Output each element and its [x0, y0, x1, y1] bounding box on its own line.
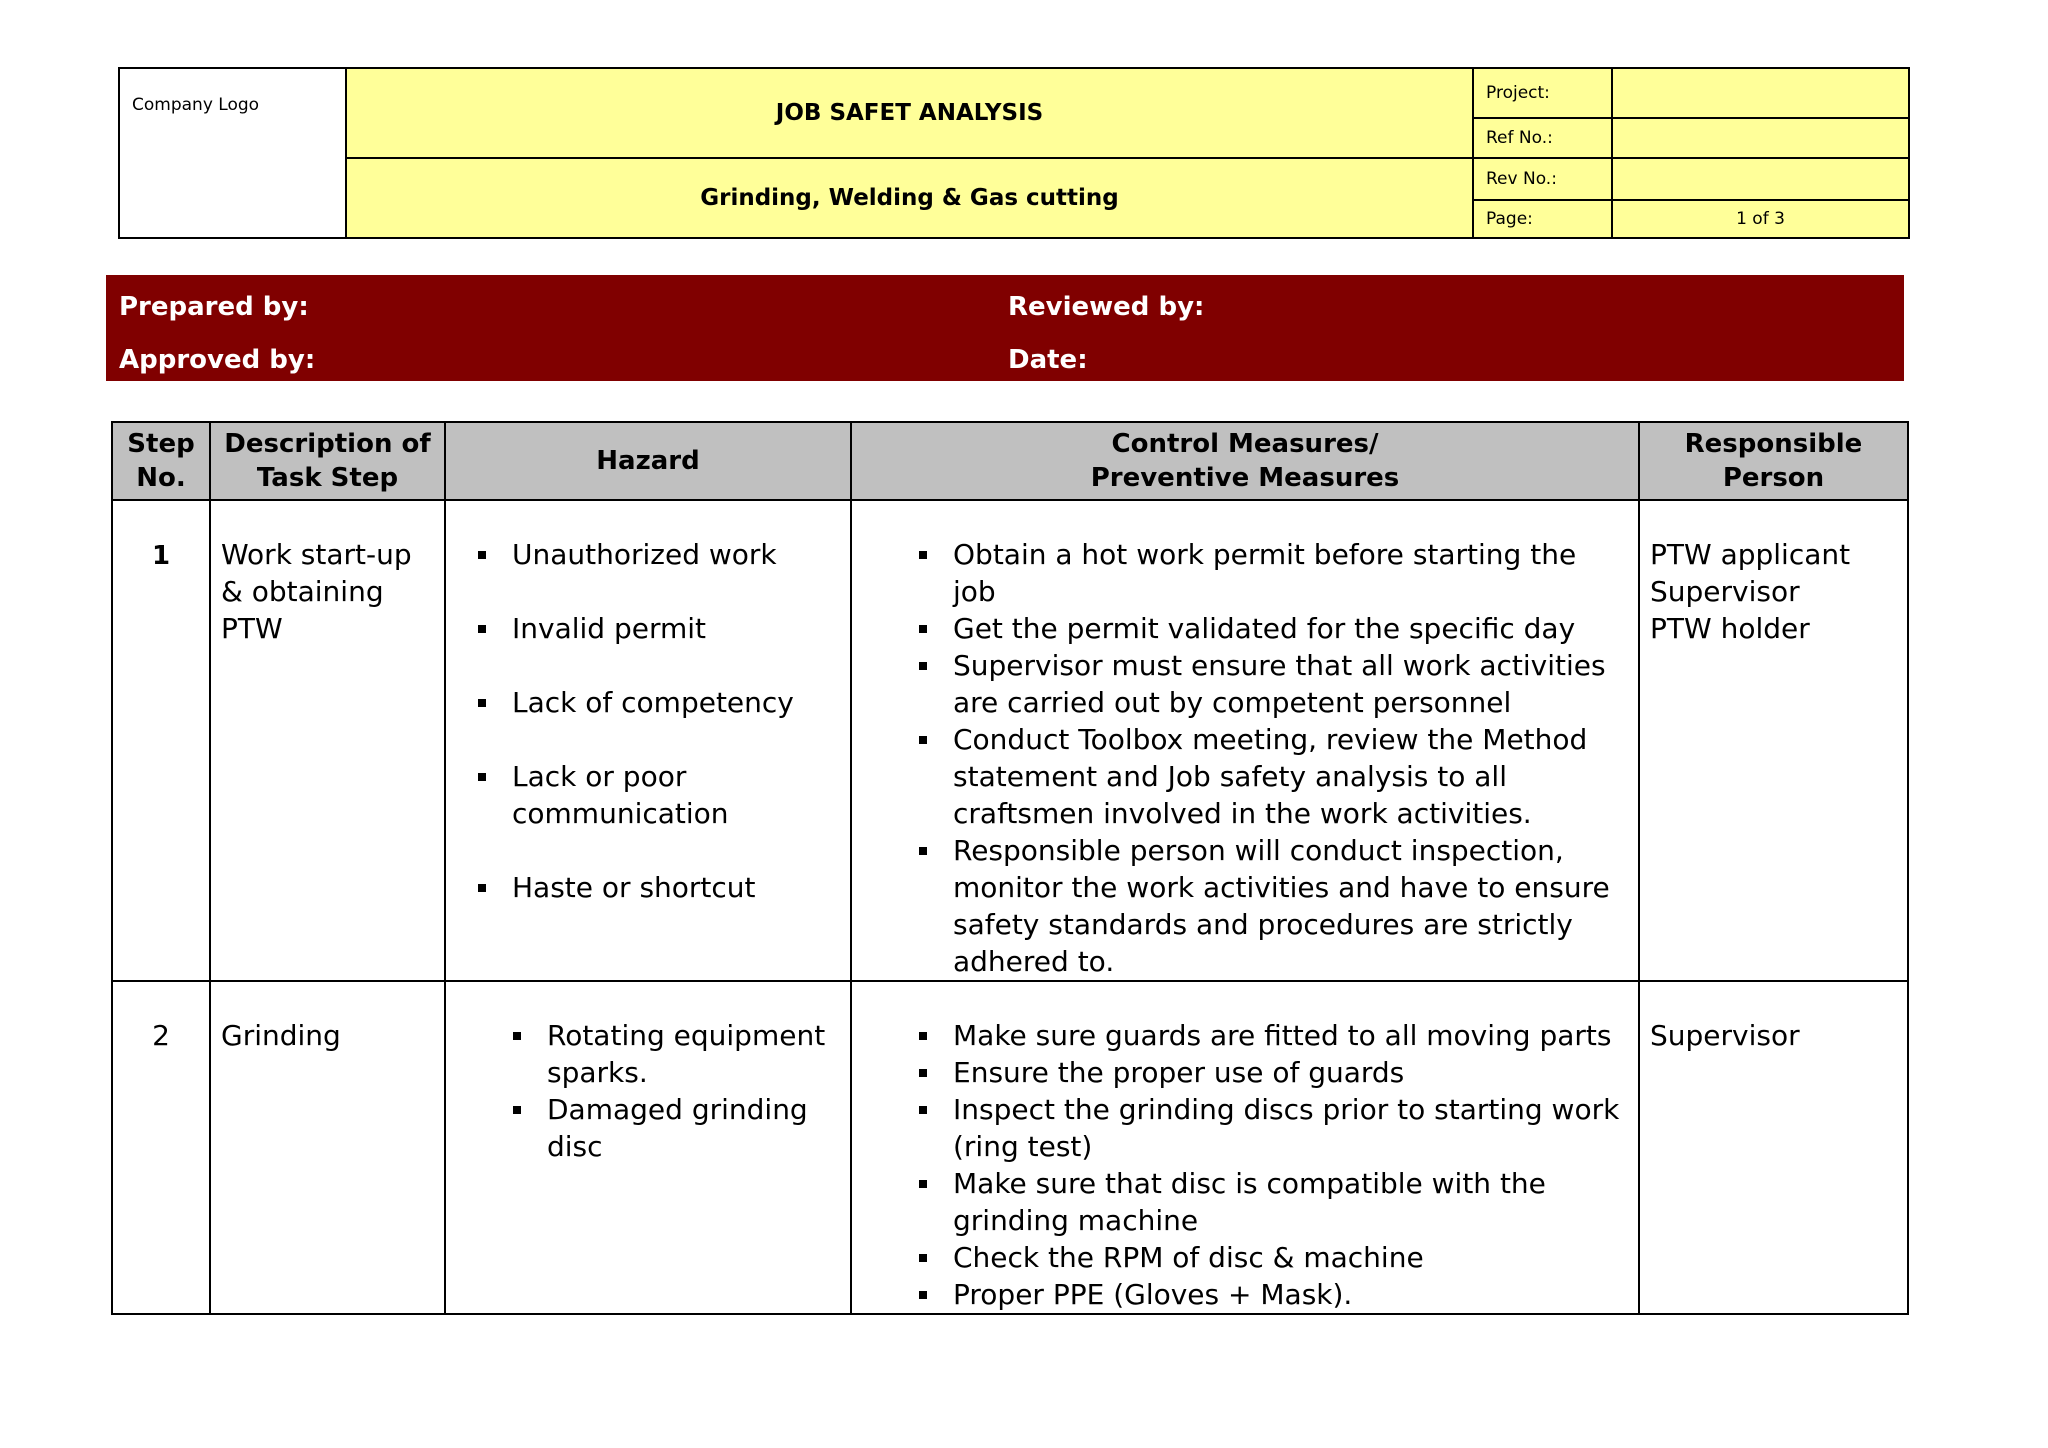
- table-row: [112, 981, 1908, 1314]
- control-measure-item: Supervisor must ensure that all work activities are carried out by competent personnel: [953, 647, 1626, 721]
- control-measure-item: Get the permit validated for the specific day: [953, 610, 1626, 647]
- control-measure-item: Conduct Toolbox meeting, review the Method statement and Job safety analysis to all craftsmen involved in the work activities.: [953, 721, 1626, 832]
- control-measures-cell: [851, 981, 1639, 1314]
- task-description-cell: [210, 500, 445, 981]
- control-measure-item: Responsible person will conduct inspection, monitor the work activities and have to ensure safety standards and procedures are strictly adhered to.: [953, 832, 1626, 980]
- hazard-item: Rotating equipment sparks.: [547, 1017, 840, 1091]
- step-number-cell: [112, 981, 210, 1314]
- task-description-cell: [210, 981, 445, 1314]
- task-description: Grinding: [221, 1019, 341, 1052]
- rev-no-label: Rev No.:: [1473, 158, 1612, 200]
- responsible-person: Supervisor: [1650, 1019, 1800, 1052]
- control-measure-item: Inspect the grinding discs prior to starting work (ring test): [953, 1091, 1626, 1165]
- company-logo-placeholder: [119, 68, 346, 238]
- document-title-text: JOB SAFET ANALYSIS: [775, 100, 1044, 126]
- document-subtitle: [346, 158, 1473, 238]
- document-title: [346, 68, 1473, 158]
- hazard-item: Damaged grinding disc: [547, 1091, 840, 1165]
- control-measure-item: Obtain a hot work permit before starting the job: [953, 536, 1626, 610]
- signature-band: [106, 275, 1904, 381]
- job-safety-analysis-table: [111, 421, 1909, 1315]
- control-measures-list: [953, 536, 1626, 980]
- prepared-by-label: Prepared by:: [119, 292, 309, 322]
- hazard-item: Unauthorized work: [512, 536, 840, 573]
- task-description: Work start-up & obtaining PTW: [221, 538, 412, 645]
- control-measures-cell: [851, 500, 1639, 981]
- document-header: [118, 67, 1910, 239]
- table-row: [112, 500, 1908, 981]
- column-header-hazard: Hazard: [445, 422, 851, 500]
- step-number: 1: [151, 541, 171, 571]
- step-number-cell: [112, 500, 210, 981]
- hazard-cell: [445, 500, 851, 981]
- hazard-item: Haste or shortcut: [512, 869, 840, 906]
- responsible-person: PTW applicant: [1650, 538, 1851, 571]
- hazard-list: [547, 1017, 840, 1165]
- hazard-list: [512, 536, 840, 906]
- control-measure-item: Make sure that disc is compatible with the grinding machine: [953, 1165, 1626, 1239]
- responsible-person: PTW holder: [1650, 612, 1810, 645]
- hazard-item: Invalid permit: [512, 610, 840, 647]
- approved-by-label: Approved by:: [119, 345, 316, 375]
- rev-no-value: [1612, 158, 1909, 200]
- control-measure-item: Check the RPM of disc & machine: [953, 1239, 1626, 1276]
- column-header-responsible-person: Responsible Person: [1639, 422, 1908, 500]
- project-value: [1612, 68, 1909, 118]
- hazard-item: Lack or poor communication: [512, 758, 840, 832]
- hazard-item: Lack of competency: [512, 684, 840, 721]
- page-number: 1 of 3: [1612, 200, 1909, 238]
- hazard-cell: [445, 981, 851, 1314]
- responsible-person: Supervisor: [1650, 575, 1800, 608]
- reviewed-by-label: Reviewed by:: [1008, 292, 1205, 322]
- page-label: Page:: [1473, 200, 1612, 238]
- control-measure-item: Proper PPE (Gloves + Mask).: [953, 1276, 1626, 1313]
- project-label: Project:: [1473, 68, 1612, 118]
- step-number: 2: [152, 1019, 170, 1052]
- ref-no-label: Ref No.:: [1473, 118, 1612, 158]
- responsible-person-cell: [1639, 981, 1908, 1314]
- date-label: Date:: [1008, 345, 1088, 375]
- column-header-description: Description of Task Step: [210, 422, 445, 500]
- document-subtitle-text: Grinding, Welding & Gas cutting: [700, 185, 1119, 211]
- column-header-step-no: Step No.: [112, 422, 210, 500]
- ref-no-value: [1612, 118, 1909, 158]
- control-measures-list: [953, 1017, 1626, 1313]
- table-header-row: [112, 422, 1908, 500]
- control-measure-item: Make sure guards are fitted to all moving parts: [953, 1017, 1626, 1054]
- company-logo-text: Company Logo: [132, 95, 260, 115]
- control-measure-item: Ensure the proper use of guards: [953, 1054, 1626, 1091]
- column-header-control-measures: Control Measures/ Preventive Measures: [851, 422, 1639, 500]
- responsible-person-cell: [1639, 500, 1908, 981]
